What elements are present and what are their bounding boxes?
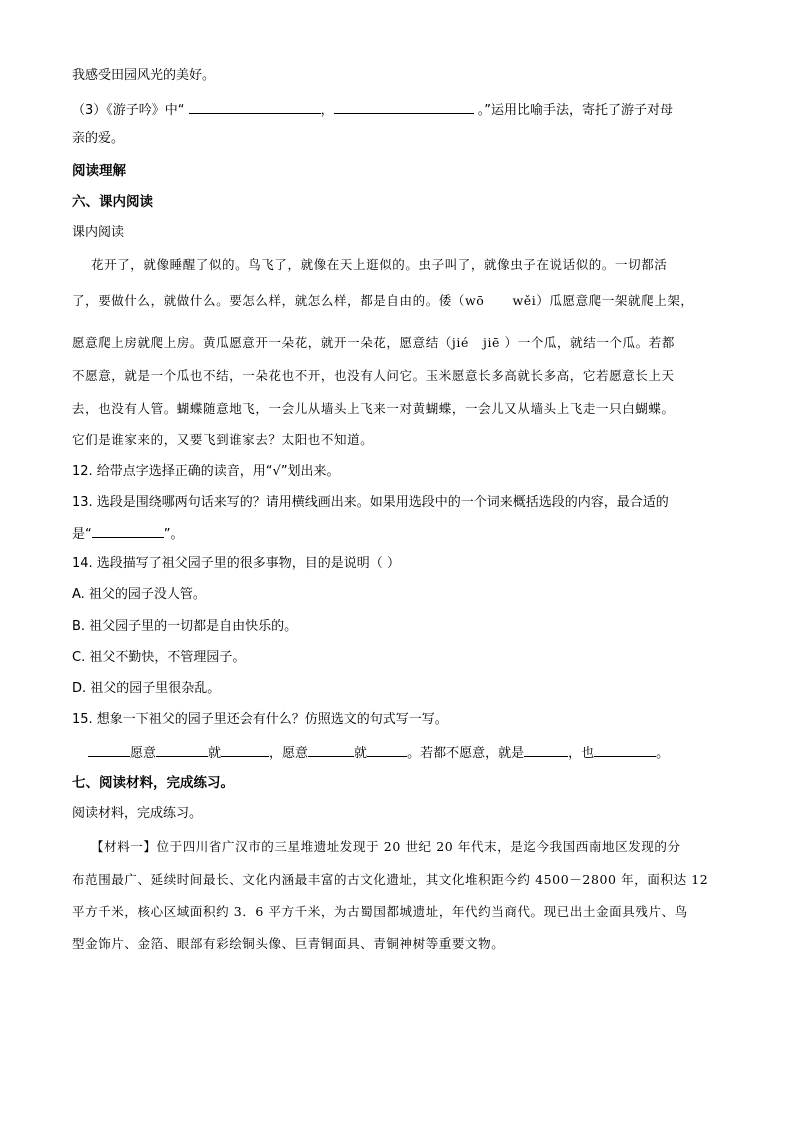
question-15-fill-line [88,743,669,763]
passage-text: 愿意爬上房就爬上房。黄瓜愿意开一朵花，就开一朵花，愿意结（jié [72,335,469,350]
question-13: 13. 选段是围绕哪两句话来写的？请用横线画出来。如果用选段中的一个词来概括选段的内容，最合适的 [72,495,669,510]
passage-line [72,334,675,352]
answer-blank[interactable] [308,743,354,757]
section-heading: 六、课内阅读 [72,194,153,210]
fill-text: 。 [656,746,670,761]
comma: ， [320,103,334,118]
question-12: 12. 给带点字选择正确的读音，用“√”划出来。 [72,464,340,479]
material-line: 布范围最广、延续时间最长、文化内涵最丰富的古文化遗址，其文化堆积距今约 4500－2800 年，面积达 12 [72,872,709,887]
answer-blank-2[interactable] [334,100,474,114]
fill-text: 就 [354,746,368,761]
passage-text: wěi）瓜愿意爬一架就爬上架， [512,293,694,308]
option-a[interactable]: A. 祖父的园子没人管。 [72,587,206,602]
question-3-line [72,100,673,120]
answer-blank[interactable] [156,743,208,757]
answer-blank[interactable] [524,743,568,757]
answer-blank[interactable] [367,743,407,757]
subheading: 课内阅读 [72,225,125,240]
passage-text: jiē ）一个瓜，就结一个瓜。若都 [482,335,675,350]
text-line: 我感受田园风光的美好。 [72,68,216,83]
answer-blank[interactable] [594,743,656,757]
fill-text: ，愿意 [269,746,309,761]
passage-line: 花开了，就像睡醒了似的。鸟飞了，就像在天上逛似的。虫子叫了，就像虫子在说话似的。一切都活 [91,257,668,272]
option-d[interactable]: D. 祖父的园子里很杂乱。 [72,681,221,696]
passage-line: 不愿意，就是一个瓜也不结，一朵花也不开，也没有人问它。玉米愿意长多高就长多高，它若愿意长上天 [72,368,675,383]
passage-text: 了，要做什么，就做什么。要怎么样，就怎么样，都是自由的。倭（wō [72,293,485,308]
section-heading: 七、阅读材料，完成练习。 [72,775,234,791]
fill-text: ，也 [568,746,595,761]
question-3-suffix: 。”运用比喻手法，寄托了游子对母 [473,103,674,118]
option-b[interactable]: B. 祖父园子里的一切都是自由快乐的。 [72,619,298,634]
question-13-suffix: ”。 [163,527,184,542]
material-line: 型金饰片、金箔、眼部有彩绘铜头像、巨青铜面具、青铜神树等重要文物。 [72,936,505,951]
text-line: 亲的爱。 [72,131,125,146]
question-3-prefix: （3）《游子吟》中“ [72,103,189,118]
section-heading: 阅读理解 [72,163,126,179]
question-14: 14. 选段描写了祖父园子里的很多事物，目的是说明（ ） [72,556,400,571]
option-c[interactable]: C. 祖父不勤快，不管理园子。 [72,650,246,665]
passage-line: 它们是谁家来的，又要飞到谁家去？太阳也不知道。 [72,432,374,447]
fill-text: 就 [208,746,222,761]
question-13-answer-line [72,524,184,544]
answer-blank-13[interactable] [92,524,164,538]
fill-text: 。若都不愿意，就是 [407,746,525,761]
question-13-prefix: 是“ [72,527,92,542]
subheading: 阅读材料，完成练习。 [72,806,203,821]
material-line: 【材料一】位于四川省广汉市的三星堆遗址发现于 20 世纪 20 年代末，是迄今我国西南地区发现的分 [91,839,681,854]
passage-line: 去，也没有人管。蝴蝶随意地飞，一会儿从墙头上飞来一对黄蝴蝶，一会儿又从墙头上飞走一只白蝴蝶。 [72,401,675,416]
answer-blank[interactable] [221,743,269,757]
answer-blank[interactable] [88,743,130,757]
fill-text: 愿意 [130,746,157,761]
question-15: 15. 想象一下祖父的园子里还会有什么？仿照选文的句式写一写。 [72,712,448,727]
answer-blank-1[interactable] [189,100,321,114]
material-line: 平方千米，核心区域面积约 3．6 平方千米，为古蜀国都城遗址，年代约当商代。现已出土金面具残片、鸟 [72,904,688,919]
passage-line [72,292,694,310]
